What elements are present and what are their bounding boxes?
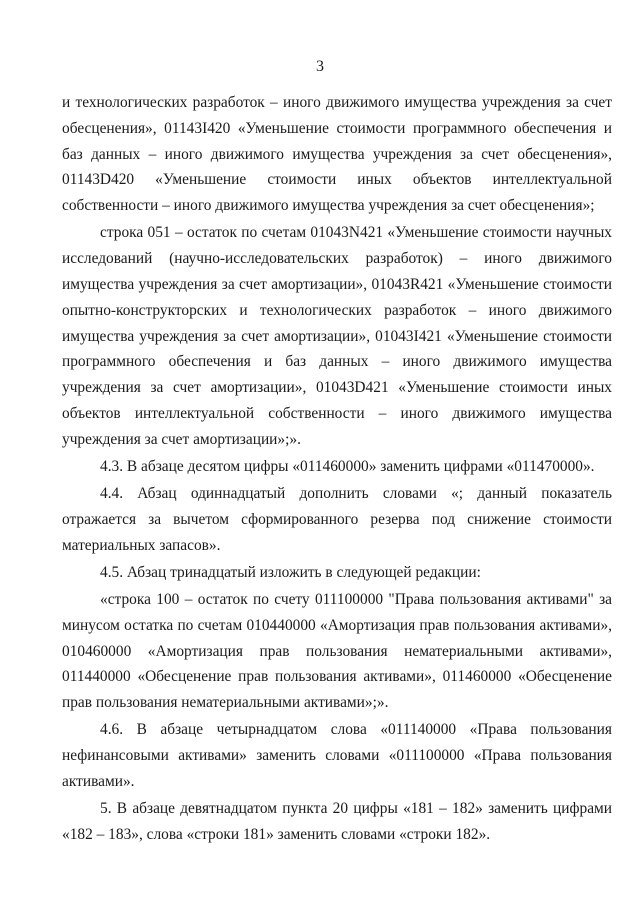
paragraph-4-4: 4.4. Абзац одиннадцатый дополнить словами «; данный показатель отражается за вычетом сформированного резерва под снижение стоимости материальных запасов».: [62, 485, 612, 554]
paragraph-row-100: «строка 100 – остаток по счету 011100000 "Права пользования активами" за минусом остатка по счетам 010440000 «Амортизация прав пользования активами», 010460000 «Амортизация прав пользования нематериальными активами», 011440000 «Обесценение прав пользования активами», 011460000 «Обесценение прав пользования нематериальными активами»;».: [62, 591, 612, 712]
paragraph-5: 5. В абзаце девятнадцатом пункта 20 цифры «181 – 182» заменить цифрами «182 – 183», слова «строки 181» заменить словами «строки 182».: [62, 800, 612, 844]
paragraph-row-051: строка 051 – остаток по счетам 01043N421 «Уменьшение стоимости научных исследований (научно-исследовательских разработок) – иного движимого имущества учреждения за счет амортизации», 01043R421 «Уменьшение стоимости опытно-конструкторских и технологических разработок – иного движимого имущества учреждения за счет амортизации», 01043I421 «Уменьшение стоимости программного обеспечения и баз данных – иного движимого имущества учреждения за счет амортизации», 01043D421 «Уменьшение стоимости иных объектов интеллектуальной собственности – иного движимого имущества учреждения за счет амортизации»;».: [62, 224, 612, 448]
document-body: [62, 90, 612, 849]
paragraph-4-3: 4.3. В абзаце десятом цифры «011460000» заменить цифрами «011470000».: [100, 457, 595, 475]
paragraph-4-6: 4.6. В абзаце четырнадцатом слова «011140000 «Права пользования нефинансовыми активами» заменить словами «011100000 «Права пользования активами».: [62, 721, 612, 791]
paragraph-continuation: и технологических разработок – иного движимого имущества учреждения за счет обесценения», 01143I420 «Уменьшение стоимости программного обеспечения и баз данных – иного движимого имущества учреждения за счет обесценения», 01143D420 «Уменьшение стоимости иных объектов интеллектуальной собственности – иного движимого имущества учреждения за счет обесценения»;: [62, 94, 612, 215]
page-number: 3: [316, 58, 324, 75]
paragraph-4-5: 4.5. Абзац тринадцатый изложить в следующей редакции:: [100, 563, 481, 581]
